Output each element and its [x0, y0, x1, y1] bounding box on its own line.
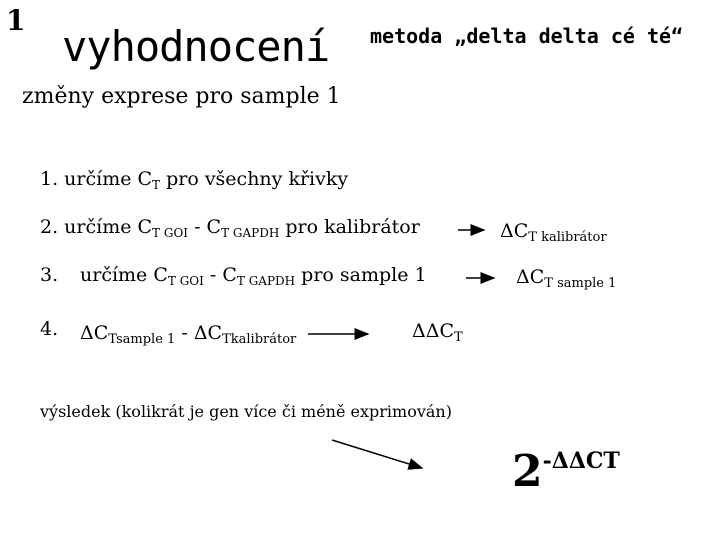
formula-exponent: -ΔΔCT — [542, 448, 620, 474]
step-4-result-sub: T — [453, 330, 463, 345]
step-2-result-sub: T kalibrátor — [528, 230, 607, 245]
step-1-sub: T — [152, 178, 161, 192]
step-3-sub1: T GOI — [167, 274, 204, 288]
step-3-mid: - C — [203, 264, 237, 286]
step-3-suffix: pro sample 1 — [295, 264, 427, 286]
subtitle: změny exprese pro sample 1 — [22, 84, 341, 109]
slide-number: 1 — [6, 4, 26, 37]
method-label: metoda „delta delta cé té“ — [370, 24, 684, 48]
page-title: vyhodnocení — [62, 22, 330, 71]
step-1-prefix: 1. určíme C — [40, 168, 153, 190]
step-3-label: 3. — [40, 264, 59, 286]
step-4-result-main: ΔΔC — [412, 320, 454, 342]
arrow-result — [332, 440, 422, 468]
step-2-suffix: pro kalibrátor — [279, 216, 420, 238]
step-3-sub2: T GAPDH — [236, 274, 296, 288]
step-3-prefix: určíme C — [80, 264, 168, 286]
step-4-b-sub: Tkalibrátor — [222, 332, 297, 347]
step-4-a-main: ΔC — [80, 322, 109, 344]
formula-base: 2 — [512, 446, 543, 497]
step-4-mid: - ΔC — [175, 322, 223, 344]
step-4-label: 4. — [40, 318, 59, 340]
step-2-prefix: 2. určíme C — [40, 216, 153, 238]
step-2-result-main: ΔC — [500, 220, 529, 242]
step-3-result-main: ΔC — [516, 266, 545, 288]
step-1-suffix: pro všechny křivky — [160, 168, 349, 190]
step-3-result-sub: T sample 1 — [544, 276, 617, 291]
step-4-a-sub: Tsample 1 — [108, 332, 176, 347]
step-2-sub2: T GAPDH — [221, 226, 280, 240]
result-text: výsledek (kolikrát je gen více či méně exprimován) — [40, 402, 452, 421]
step-2-sub1: T GOI — [152, 226, 189, 240]
step-2-mid: - C — [188, 216, 222, 238]
